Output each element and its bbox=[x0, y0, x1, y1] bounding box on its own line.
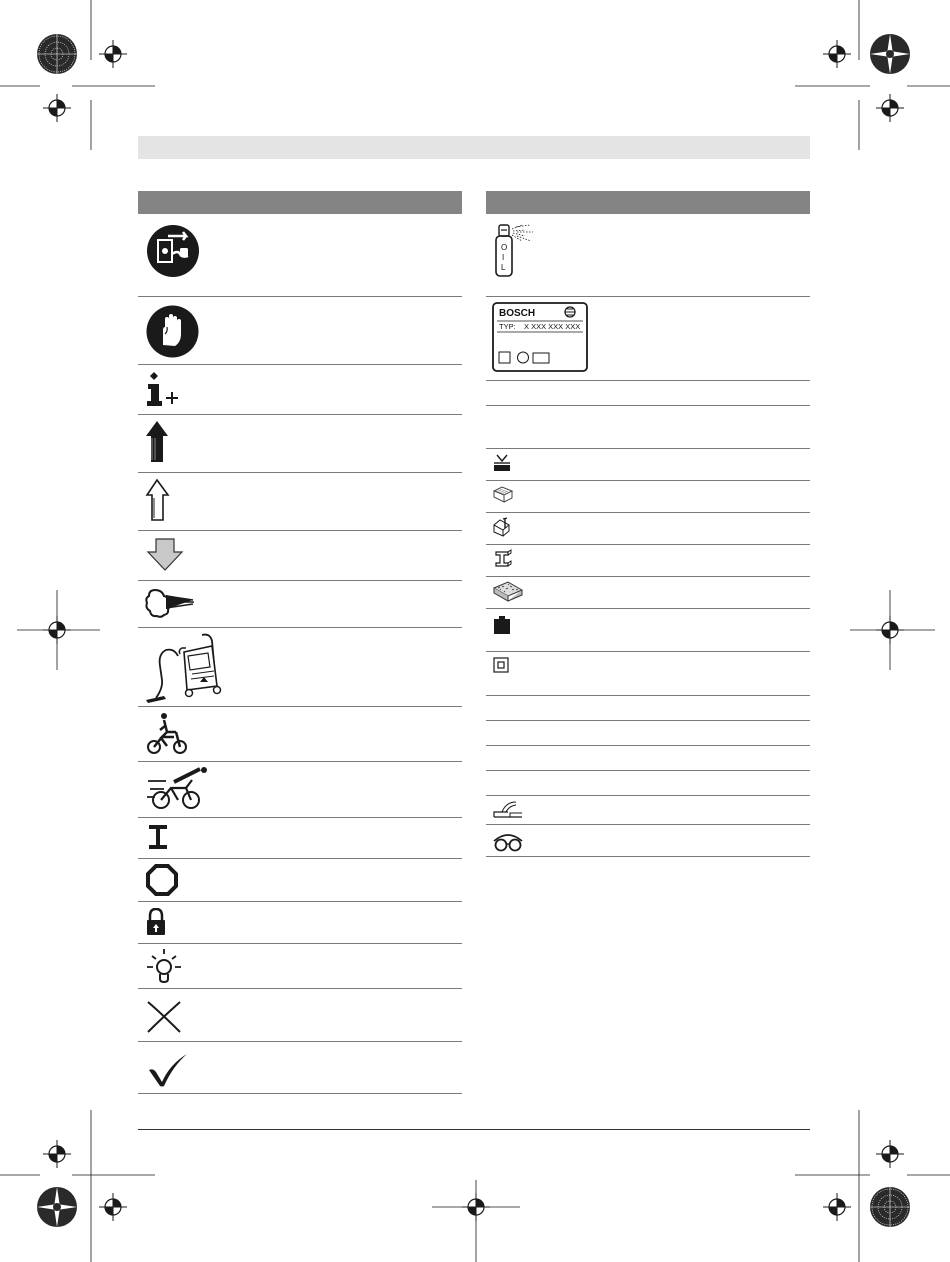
svg-text:L: L bbox=[501, 263, 506, 272]
type-plate-type-label: TYP: bbox=[499, 322, 516, 331]
svg-text:I: I bbox=[502, 253, 505, 262]
type-plate-type-number: X XXX XXX XXX bbox=[524, 322, 581, 331]
svg-text:O: O bbox=[501, 243, 508, 252]
type-plate-brand: BOSCH bbox=[499, 308, 536, 319]
